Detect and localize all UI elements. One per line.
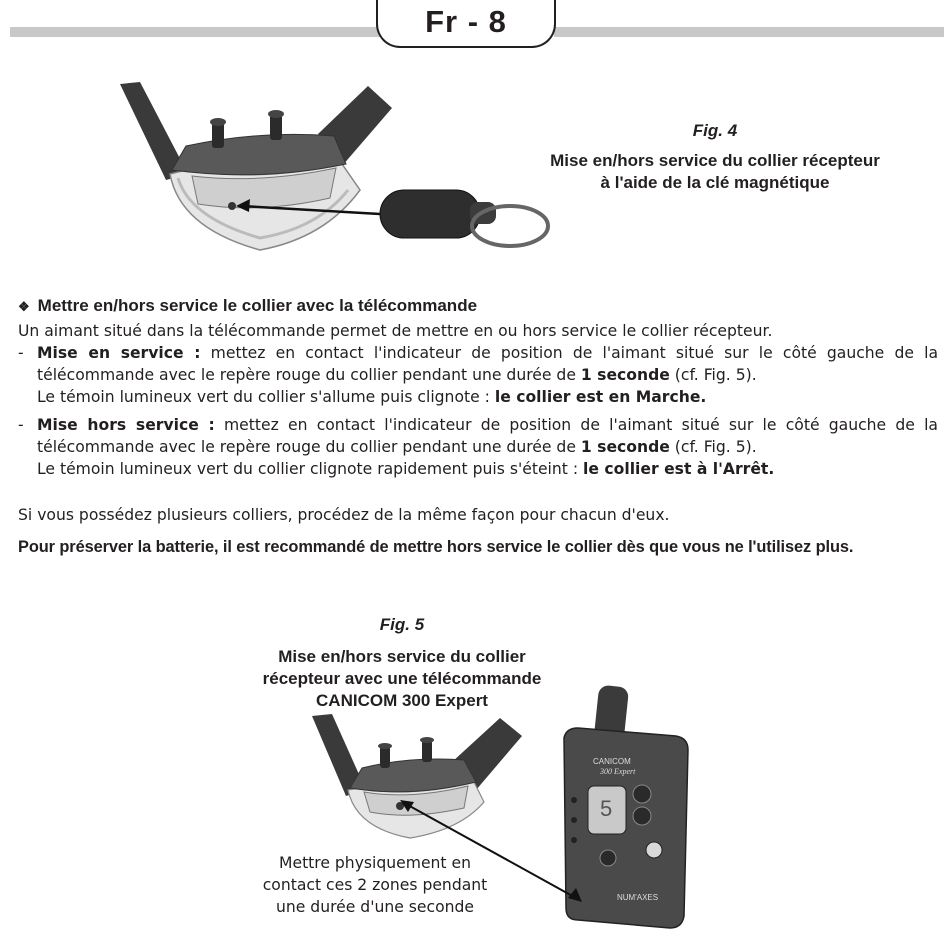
item1-label: Mise en service :: [37, 344, 201, 362]
remote-model: 300 Expert: [600, 767, 636, 776]
list-item-switch-on: - Mise en service : mettez en contact l'indicateur de position de l'aimant situé sur le côté gauche de la télécommande avec le repère rouge du collier pendant une durée de 1 seconde (cf. Fig. 5). Le témoin lumineux vert du collier s'allume puis clignote : le collier est en Marche.: [18, 344, 938, 406]
header-rule-left: [10, 27, 382, 37]
multi-collars-text: Si vous possédez plusieurs colliers, procédez de la même façon pour chacun d'eux.: [18, 506, 670, 524]
fig4-caption: [530, 120, 900, 194]
fig4-number: Fig. 4: [692, 121, 738, 140]
section-title: ❖ Mettre en/hors service le collier avec la télécommande: [18, 296, 478, 315]
remote-maker: NUM'AXES: [617, 893, 659, 902]
remote-brand: CANICOM: [593, 757, 631, 766]
fig5-number: Fig. 5: [379, 615, 425, 634]
fig4-illustration: [110, 78, 560, 258]
page-number: Fr - 8: [425, 4, 507, 39]
section-intro: Un aimant situé dans la télécommande permet de mettre en ou hors service le collier récepteur.: [18, 322, 773, 340]
diamond-bullet-icon: ❖: [18, 299, 30, 314]
list-item-switch-off: - Mise hors service : mettez en contact l'indicateur de position de l'aimant situé sur le côté gauche de la télécommande avec le repère rouge du collier pendant une durée de 1 seconde (cf. Fig. 5). Le témoin lumineux vert du collier clignote rapidement puis s'éteint : le collier est à l'Arrêt.: [18, 416, 938, 478]
fig4-caption-line2: à l'aide de la clé magnétique: [600, 173, 830, 192]
header-rule-right: [554, 27, 944, 37]
remote-display-value: 5: [600, 796, 613, 821]
fig5-caption: Fig. 5 Mise en/hors service du collier récepteur avec une télécommande CANICOM 300 Expert: [232, 614, 572, 712]
battery-note: Pour préserver la batterie, il est recommandé de mettre hors service le collier dès que vous ne l'utilisez plus.: [18, 538, 854, 556]
item2-label: Mise hors service :: [37, 416, 215, 434]
fig5-note: Mettre physiquement en contact ces 2 zones pendant une durée d'une seconde: [262, 854, 488, 916]
fig4-caption-line1: Mise en/hors service du collier récepteur: [550, 151, 880, 170]
